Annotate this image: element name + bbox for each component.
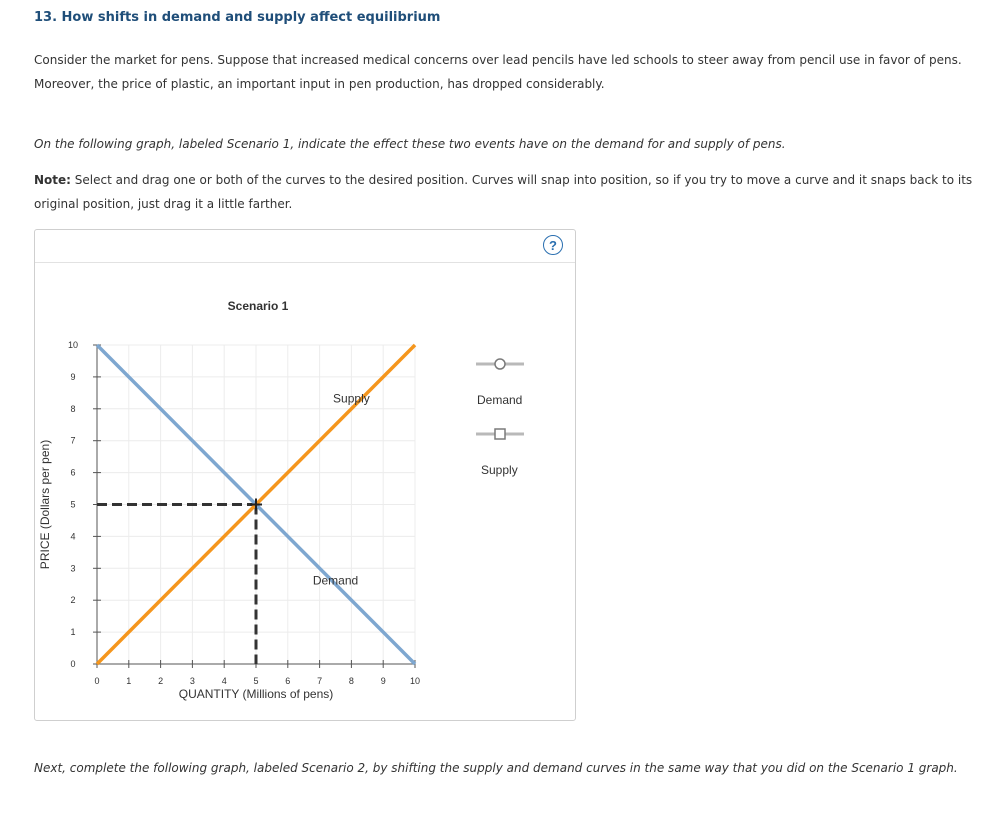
- x-tick-label: 0: [94, 676, 100, 686]
- demand-legend-icon[interactable]: [476, 357, 526, 371]
- supply-curve-label: Supply: [333, 391, 370, 406]
- x-tick-label: 6: [285, 676, 291, 686]
- y-tick-label: 8: [70, 403, 76, 414]
- x-tick-label: 4: [221, 676, 227, 686]
- help-button[interactable]: ?: [543, 235, 563, 255]
- y-tick-label: 1: [70, 627, 76, 638]
- y-axis-label: PRICE (Dollars per pen): [38, 439, 52, 570]
- note-text: Select and drag one or both of the curves to the desired position. Curves will snap into position, so if you try to move a curve and it snaps back to its original position, just drag it a little farther.: [34, 173, 973, 211]
- y-tick-label: 9: [70, 371, 76, 382]
- y-tick-label: 10: [67, 340, 79, 350]
- x-tick-label: 10: [409, 676, 421, 686]
- demand-legend-label: Demand: [477, 393, 523, 407]
- x-tick-label: 7: [317, 676, 323, 686]
- x-tick-label: 2: [158, 676, 164, 686]
- chart-title: Scenario 1: [227, 299, 289, 313]
- x-tick-label: 8: [348, 676, 354, 686]
- x-tick-label: 5: [253, 676, 259, 686]
- x-axis-label: QUANTITY (Millions of pens): [178, 687, 334, 701]
- x-tick-label: 9: [380, 676, 386, 686]
- y-tick-label: 0: [70, 659, 76, 669]
- question-title: 13. How shifts in demand and supply affect equilibrium: [34, 10, 441, 25]
- x-tick-label: 3: [189, 676, 195, 686]
- supply-legend-label: Supply: [481, 463, 518, 477]
- question-instruction: On the following graph, labeled Scenario 1, indicate the effect these two events have on the demand for and supply of pens.: [34, 137, 786, 151]
- note-label: Note:: [34, 173, 71, 187]
- graph-panel: [34, 229, 576, 721]
- y-tick-label: 5: [70, 499, 76, 510]
- note-paragraph: [34, 168, 974, 216]
- supply-legend-icon[interactable]: [476, 427, 526, 441]
- question-intro: Consider the market for pens. Suppose that increased medical concerns over lead pencils have led schools to steer away from pencil use in favor of pens. Moreover, the price of plastic, an important input in pen production, has dropped considerably.: [34, 53, 962, 91]
- y-tick-label: 4: [70, 531, 76, 542]
- y-tick-label: 6: [70, 467, 76, 478]
- y-tick-label: 3: [70, 563, 76, 574]
- x-tick-label: 1: [126, 676, 132, 686]
- demand-curve-label: Demand: [312, 573, 359, 588]
- y-tick-label: 2: [70, 595, 76, 606]
- y-tick-label: 7: [70, 435, 76, 446]
- next-instruction: Next, complete the following graph, labeled Scenario 2, by shifting the supply and demand curves in the same way that you did on the Scenario 1 graph.: [34, 761, 958, 775]
